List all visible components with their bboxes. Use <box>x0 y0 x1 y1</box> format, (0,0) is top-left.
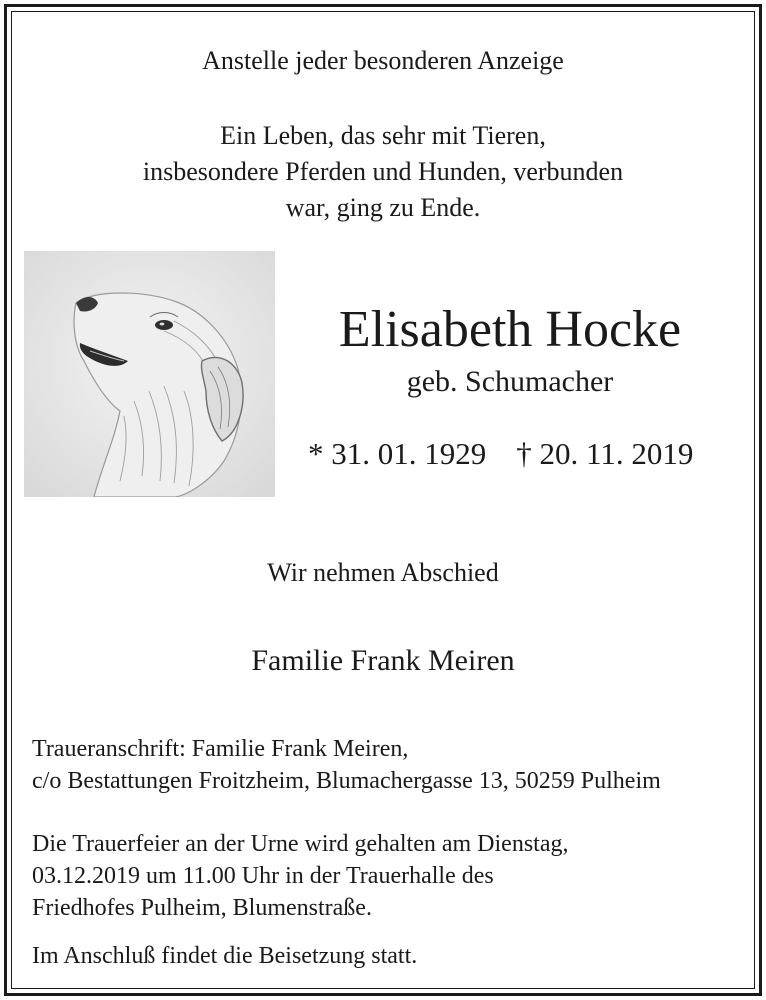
address-line: Traueranschrift: Familie Frank Meiren, <box>32 736 409 762</box>
service-line: Friedhofes Pulheim, Blumenstraße. <box>32 895 372 921</box>
dog-portrait-icon <box>24 251 275 497</box>
verse-line: Ein Leben, das sehr mit Tieren, <box>220 121 546 150</box>
service-line: Die Trauerfeier an der Urne wird gehalten am Dienstag, <box>32 831 569 857</box>
memorial-verse <box>0 118 766 226</box>
maiden-name: geb. Schumacher <box>406 365 614 398</box>
farewell-line: Wir nehmen Abschied <box>267 558 499 587</box>
service-line: 03.12.2019 um 11.00 Uhr in der Trauerhalle des <box>32 863 494 889</box>
funeral-service-info <box>32 828 742 924</box>
birth-date: * 31. 01. 1929 <box>308 436 487 471</box>
death-date: † 20. 11. 2019 <box>516 436 694 471</box>
intro-line: Anstelle jeder besonderen Anzeige <box>202 46 564 75</box>
family-signature: Familie Frank Meiren <box>251 644 515 677</box>
verse-line: insbesondere Pferden und Hunden, verbunden <box>142 157 624 186</box>
mourning-address <box>32 733 742 797</box>
verse-line: war, ging zu Ende. <box>285 193 481 222</box>
life-dates <box>308 436 693 472</box>
deceased-name: Elisabeth Hocke <box>338 301 682 358</box>
address-line: c/o Bestattungen Froitzheim, Blumachergasse 13, 50259 Pulheim <box>32 768 661 794</box>
interment-note: Im Anschluß findet die Beisetzung statt. <box>32 943 418 969</box>
